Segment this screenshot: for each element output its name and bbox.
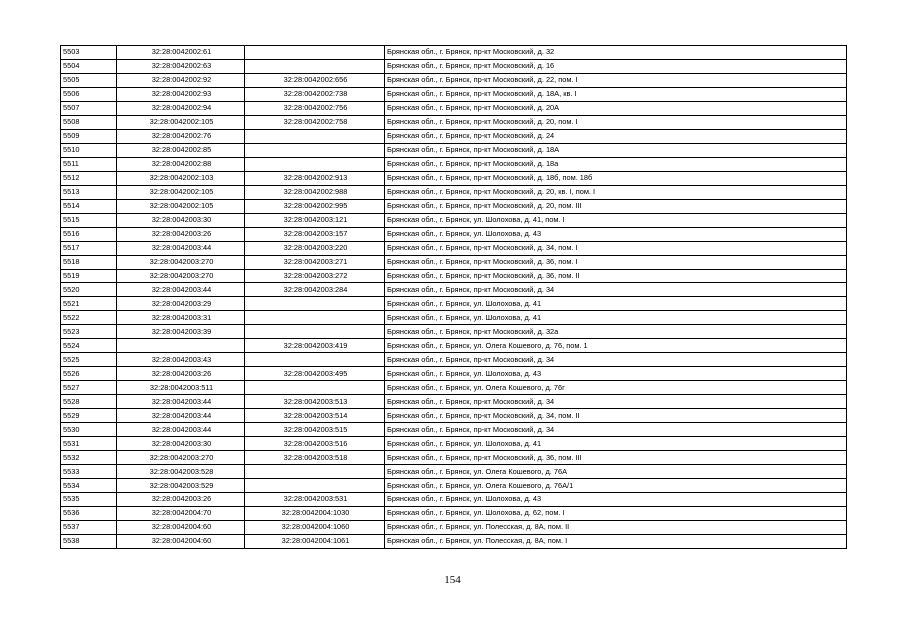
cadastral-quarter-number-cell: 32:28:0042002:85 xyxy=(117,143,245,157)
address-cell: Брянская обл., г. Брянск, пр-кт Московский, д. 34, пом. II xyxy=(385,409,847,423)
object-cadastral-number-cell: 32:28:0042003:531 xyxy=(245,493,385,507)
registry-table-body xyxy=(61,46,847,549)
cadastral-quarter-number-cell: 32:28:0042003:43 xyxy=(117,353,245,367)
table-row xyxy=(61,534,847,548)
address-cell: Брянская обл., г. Брянск, пр-кт Московский, д. 20, кв. I, пом. I xyxy=(385,185,847,199)
cadastral-quarter-number-cell: 32:28:0042003:26 xyxy=(117,227,245,241)
row-number-cell: 5519 xyxy=(61,269,117,283)
object-cadastral-number-cell: 32:28:0042004:1061 xyxy=(245,534,385,548)
address-cell: Брянская обл., г. Брянск, пр-кт Московский, д. 24 xyxy=(385,129,847,143)
object-cadastral-number-cell: 32:28:0042002:756 xyxy=(245,101,385,115)
row-number-cell: 5507 xyxy=(61,101,117,115)
table-row xyxy=(61,283,847,297)
address-cell: Брянская обл., г. Брянск, пр-кт Московский, д. 22, пом. I xyxy=(385,73,847,87)
cadastral-quarter-number-cell xyxy=(117,339,245,353)
object-cadastral-number-cell xyxy=(245,297,385,311)
address-cell: Брянская обл., г. Брянск, ул. Олега Кошевого, д. 76А/1 xyxy=(385,479,847,493)
cadastral-quarter-number-cell: 32:28:0042003:270 xyxy=(117,269,245,283)
cadastral-quarter-number-cell: 32:28:0042002:103 xyxy=(117,171,245,185)
cadastral-quarter-number-cell: 32:28:0042003:39 xyxy=(117,325,245,339)
row-number-cell: 5511 xyxy=(61,157,117,171)
object-cadastral-number-cell xyxy=(245,381,385,395)
page-number: 154 xyxy=(444,574,461,586)
table-row xyxy=(61,129,847,143)
table-row xyxy=(61,367,847,381)
cadastral-quarter-number-cell: 32:28:0042003:30 xyxy=(117,213,245,227)
cadastral-quarter-number-cell: 32:28:0042003:270 xyxy=(117,451,245,465)
cadastral-quarter-number-cell: 32:28:0042003:44 xyxy=(117,395,245,409)
address-cell: Брянская обл., г. Брянск, ул. Шолохова, д. 41 xyxy=(385,437,847,451)
cadastral-quarter-number-cell: 32:28:0042002:61 xyxy=(117,46,245,60)
row-number-cell: 5516 xyxy=(61,227,117,241)
table-row xyxy=(61,269,847,283)
object-cadastral-number-cell: 32:28:0042002:656 xyxy=(245,73,385,87)
table-row xyxy=(61,381,847,395)
table-row xyxy=(61,171,847,185)
object-cadastral-number-cell: 32:28:0042003:514 xyxy=(245,409,385,423)
address-cell: Брянская обл., г. Брянск, пр-кт Московский, д. 16 xyxy=(385,59,847,73)
row-number-cell: 5533 xyxy=(61,465,117,479)
address-cell: Брянская обл., г. Брянск, ул. Шолохова, д. 41 xyxy=(385,297,847,311)
object-cadastral-number-cell xyxy=(245,465,385,479)
row-number-cell: 5527 xyxy=(61,381,117,395)
cadastral-quarter-number-cell: 32:28:0042003:26 xyxy=(117,367,245,381)
object-cadastral-number-cell xyxy=(245,129,385,143)
cadastral-quarter-number-cell: 32:28:0042003:29 xyxy=(117,297,245,311)
object-cadastral-number-cell: 32:28:0042003:284 xyxy=(245,283,385,297)
table-row xyxy=(61,437,847,451)
row-number-cell: 5503 xyxy=(61,46,117,60)
address-cell: Брянская обл., г. Брянск, пр-кт Московский, д. 20, пом. III xyxy=(385,199,847,213)
row-number-cell: 5532 xyxy=(61,451,117,465)
cadastral-quarter-number-cell: 32:28:0042003:26 xyxy=(117,493,245,507)
cadastral-quarter-number-cell: 32:28:0042002:63 xyxy=(117,59,245,73)
address-cell: Брянская обл., г. Брянск, пр-кт Московский, д. 20, пом. I xyxy=(385,115,847,129)
table-row xyxy=(61,101,847,115)
object-cadastral-number-cell: 32:28:0042003:495 xyxy=(245,367,385,381)
object-cadastral-number-cell: 32:28:0042002:913 xyxy=(245,171,385,185)
row-number-cell: 5504 xyxy=(61,59,117,73)
row-number-cell: 5505 xyxy=(61,73,117,87)
cadastral-quarter-number-cell: 32:28:0042002:76 xyxy=(117,129,245,143)
table-row xyxy=(61,87,847,101)
table-row xyxy=(61,506,847,520)
row-number-cell: 5524 xyxy=(61,339,117,353)
object-cadastral-number-cell: 32:28:0042002:758 xyxy=(245,115,385,129)
address-cell: Брянская обл., г. Брянск, пр-кт Московский, д. 36, пом. I xyxy=(385,255,847,269)
row-number-cell: 5534 xyxy=(61,479,117,493)
address-cell: Брянская обл., г. Брянск, ул. Шолохова, д. 41, пом. I xyxy=(385,213,847,227)
object-cadastral-number-cell xyxy=(245,325,385,339)
table-row xyxy=(61,255,847,269)
address-cell: Брянская обл., г. Брянск, ул. Шолохова, д. 43 xyxy=(385,493,847,507)
object-cadastral-number-cell: 32:28:0042003:271 xyxy=(245,255,385,269)
row-number-cell: 5538 xyxy=(61,534,117,548)
address-cell: Брянская обл., г. Брянск, ул. Полесская, д. 8А, пом. I xyxy=(385,534,847,548)
address-cell: Брянская обл., г. Брянск, ул. Шолохова, д. 62, пом. I xyxy=(385,506,847,520)
object-cadastral-number-cell: 32:28:0042002:995 xyxy=(245,199,385,213)
row-number-cell: 5510 xyxy=(61,143,117,157)
table-row xyxy=(61,185,847,199)
cadastral-quarter-number-cell: 32:28:0042003:44 xyxy=(117,409,245,423)
table-row xyxy=(61,493,847,507)
row-number-cell: 5528 xyxy=(61,395,117,409)
row-number-cell: 5520 xyxy=(61,283,117,297)
cadastral-quarter-number-cell: 32:28:0042003:44 xyxy=(117,241,245,255)
object-cadastral-number-cell xyxy=(245,479,385,493)
object-cadastral-number-cell: 32:28:0042003:516 xyxy=(245,437,385,451)
cadastral-quarter-number-cell: 32:28:0042003:30 xyxy=(117,437,245,451)
row-number-cell: 5529 xyxy=(61,409,117,423)
address-cell: Брянская обл., г. Брянск, ул. Шолохова, д. 41 xyxy=(385,311,847,325)
object-cadastral-number-cell: 32:28:0042003:121 xyxy=(245,213,385,227)
table-row xyxy=(61,213,847,227)
row-number-cell: 5517 xyxy=(61,241,117,255)
table-row xyxy=(61,46,847,60)
table-row xyxy=(61,241,847,255)
address-cell: Брянская обл., г. Брянск, ул. Шолохова, д. 43 xyxy=(385,227,847,241)
row-number-cell: 5537 xyxy=(61,520,117,534)
address-cell: Брянская обл., г. Брянск, пр-кт Московский, д. 20А xyxy=(385,101,847,115)
address-cell: Брянская обл., г. Брянск, пр-кт Московский, д. 34 xyxy=(385,353,847,367)
table-row xyxy=(61,451,847,465)
object-cadastral-number-cell xyxy=(245,353,385,367)
table-row xyxy=(61,59,847,73)
table-row xyxy=(61,353,847,367)
row-number-cell: 5515 xyxy=(61,213,117,227)
row-number-cell: 5506 xyxy=(61,87,117,101)
table-row xyxy=(61,409,847,423)
cadastral-quarter-number-cell: 32:28:0042004:60 xyxy=(117,520,245,534)
address-cell: Брянская обл., г. Брянск, пр-кт Московский, д. 32а xyxy=(385,325,847,339)
address-cell: Брянская обл., г. Брянск, ул. Олега Кошевого, д. 76, пом. 1 xyxy=(385,339,847,353)
cadastral-quarter-number-cell: 32:28:0042002:105 xyxy=(117,185,245,199)
address-cell: Брянская обл., г. Брянск, ул. Шолохова, д. 43 xyxy=(385,367,847,381)
cadastral-quarter-number-cell: 32:28:0042004:70 xyxy=(117,506,245,520)
table-row xyxy=(61,325,847,339)
table-row xyxy=(61,423,847,437)
row-number-cell: 5509 xyxy=(61,129,117,143)
cadastral-quarter-number-cell: 32:28:0042002:105 xyxy=(117,115,245,129)
cadastral-quarter-number-cell: 32:28:0042002:93 xyxy=(117,87,245,101)
row-number-cell: 5535 xyxy=(61,493,117,507)
table-row xyxy=(61,227,847,241)
address-cell: Брянская обл., г. Брянск, ул. Олега Кошевого, д. 76А xyxy=(385,465,847,479)
object-cadastral-number-cell: 32:28:0042003:513 xyxy=(245,395,385,409)
cadastral-quarter-number-cell: 32:28:0042002:94 xyxy=(117,101,245,115)
address-cell: Брянская обл., г. Брянск, пр-кт Московский, д. 34 xyxy=(385,423,847,437)
cadastral-quarter-number-cell: 32:28:0042003:44 xyxy=(117,283,245,297)
cadastral-quarter-number-cell: 32:28:0042003:529 xyxy=(117,479,245,493)
row-number-cell: 5508 xyxy=(61,115,117,129)
table-row xyxy=(61,73,847,87)
address-cell: Брянская обл., г. Брянск, пр-кт Московский, д. 36, пом. II xyxy=(385,269,847,283)
row-number-cell: 5522 xyxy=(61,311,117,325)
address-cell: Брянская обл., г. Брянск, пр-кт Московский, д. 32 xyxy=(385,46,847,60)
address-cell: Брянская обл., г. Брянск, пр-кт Московский, д. 34, пом. I xyxy=(385,241,847,255)
cadastral-quarter-number-cell: 32:28:0042002:88 xyxy=(117,157,245,171)
address-cell: Брянская обл., г. Брянск, пр-кт Московский, д. 18б, пом. 18б xyxy=(385,171,847,185)
object-cadastral-number-cell: 32:28:0042003:157 xyxy=(245,227,385,241)
object-cadastral-number-cell: 32:28:0042004:1060 xyxy=(245,520,385,534)
table-row xyxy=(61,297,847,311)
object-cadastral-number-cell xyxy=(245,59,385,73)
object-cadastral-number-cell: 32:28:0042002:738 xyxy=(245,87,385,101)
address-cell: Брянская обл., г. Брянск, ул. Олега Кошевого, д. 76г xyxy=(385,381,847,395)
object-cadastral-number-cell xyxy=(245,157,385,171)
row-number-cell: 5523 xyxy=(61,325,117,339)
address-cell: Брянская обл., г. Брянск, ул. Полесская, д. 8А, пом. II xyxy=(385,520,847,534)
table-row xyxy=(61,339,847,353)
cadastral-quarter-number-cell: 32:28:0042003:31 xyxy=(117,311,245,325)
table-row xyxy=(61,157,847,171)
object-cadastral-number-cell xyxy=(245,46,385,60)
row-number-cell: 5530 xyxy=(61,423,117,437)
object-cadastral-number-cell xyxy=(245,143,385,157)
row-number-cell: 5512 xyxy=(61,171,117,185)
row-number-cell: 5526 xyxy=(61,367,117,381)
row-number-cell: 5513 xyxy=(61,185,117,199)
table-row xyxy=(61,115,847,129)
table-row xyxy=(61,143,847,157)
table-row xyxy=(61,199,847,213)
cadastral-quarter-number-cell: 32:28:0042002:92 xyxy=(117,73,245,87)
table-row xyxy=(61,520,847,534)
address-cell: Брянская обл., г. Брянск, пр-кт Московский, д. 36, пом. III xyxy=(385,451,847,465)
address-cell: Брянская обл., г. Брянск, пр-кт Московский, д. 34 xyxy=(385,283,847,297)
address-cell: Брянская обл., г. Брянск, пр-кт Московский, д. 18А xyxy=(385,143,847,157)
table-row xyxy=(61,479,847,493)
row-number-cell: 5525 xyxy=(61,353,117,367)
cadastral-quarter-number-cell: 32:28:0042003:528 xyxy=(117,465,245,479)
object-cadastral-number-cell: 32:28:0042003:220 xyxy=(245,241,385,255)
row-number-cell: 5536 xyxy=(61,506,117,520)
cadastral-quarter-number-cell: 32:28:0042004:60 xyxy=(117,534,245,548)
cadastral-quarter-number-cell: 32:28:0042003:44 xyxy=(117,423,245,437)
address-cell: Брянская обл., г. Брянск, пр-кт Московский, д. 18А, кв. I xyxy=(385,87,847,101)
row-number-cell: 5531 xyxy=(61,437,117,451)
cadastral-quarter-number-cell: 32:28:0042003:270 xyxy=(117,255,245,269)
address-cell: Брянская обл., г. Брянск, пр-кт Московский, д. 18а xyxy=(385,157,847,171)
object-cadastral-number-cell xyxy=(245,311,385,325)
object-cadastral-number-cell: 32:28:0042003:272 xyxy=(245,269,385,283)
object-cadastral-number-cell: 32:28:0042003:419 xyxy=(245,339,385,353)
row-number-cell: 5518 xyxy=(61,255,117,269)
address-cell: Брянская обл., г. Брянск, пр-кт Московский, д. 34 xyxy=(385,395,847,409)
registry-table xyxy=(60,45,847,549)
object-cadastral-number-cell: 32:28:0042003:518 xyxy=(245,451,385,465)
row-number-cell: 5521 xyxy=(61,297,117,311)
table-row xyxy=(61,465,847,479)
table-row xyxy=(61,311,847,325)
cadastral-quarter-number-cell: 32:28:0042003:511 xyxy=(117,381,245,395)
object-cadastral-number-cell: 32:28:0042003:515 xyxy=(245,423,385,437)
cadastral-quarter-number-cell: 32:28:0042002:105 xyxy=(117,199,245,213)
row-number-cell: 5514 xyxy=(61,199,117,213)
object-cadastral-number-cell: 32:28:0042004:1030 xyxy=(245,506,385,520)
object-cadastral-number-cell: 32:28:0042002:988 xyxy=(245,185,385,199)
table-row xyxy=(61,395,847,409)
